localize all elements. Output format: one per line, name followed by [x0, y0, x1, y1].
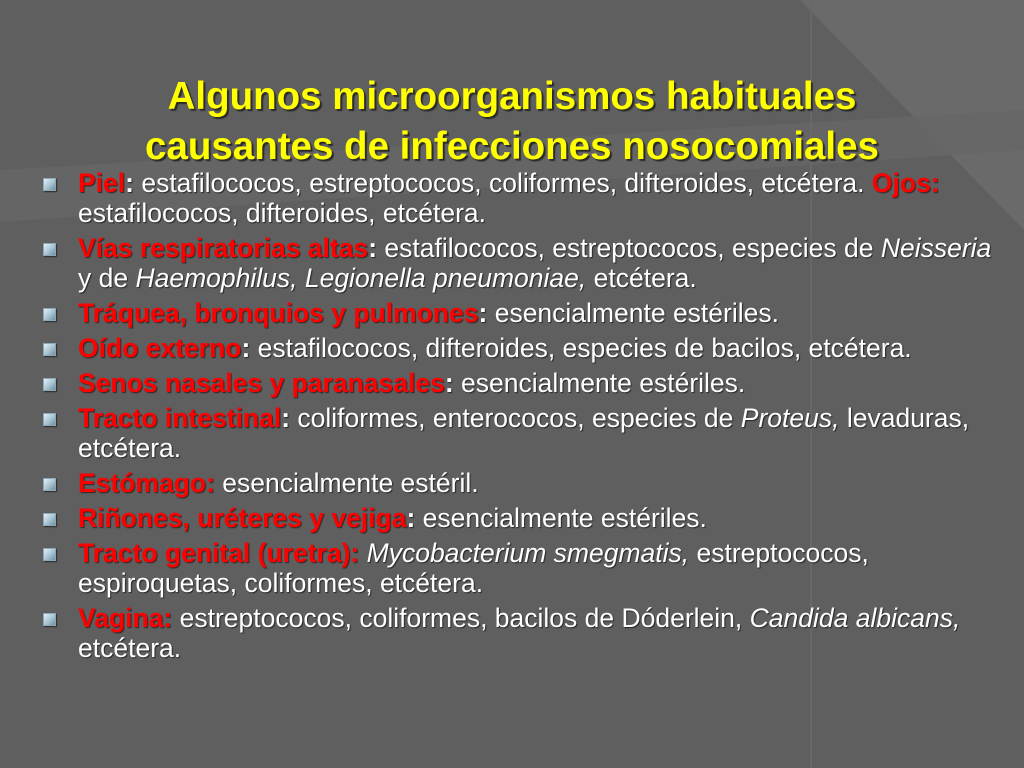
slide-title: [30, 72, 994, 172]
bullet-text-end: levaduras, etcétera.: [78, 403, 970, 463]
bullet-item-tracto-intestinal: [40, 403, 1000, 463]
bullet-item-vias-respiratorias: [40, 233, 1000, 293]
bullet-italic-term: Haemophilus, Legionella pneumoniae,: [135, 263, 587, 293]
square-bullet-icon: [43, 413, 56, 426]
bullet-item-tracto-genital: [40, 538, 1000, 598]
bullet-italic-term: Proteus,: [740, 403, 840, 433]
square-bullet-icon: [43, 478, 56, 491]
slide-title-line-1: Algunos microorganismos habituales: [167, 74, 857, 118]
bullet-separator: :: [125, 168, 134, 198]
bullet-separator: :: [241, 333, 251, 363]
bullet-text: estafilococos, difteroides, especies de bacilos, etcétera.: [250, 333, 912, 363]
square-bullet-icon: [43, 308, 56, 321]
bullet-label: Tracto genital (uretra):: [78, 538, 360, 568]
bullet-text: esencialmente estériles.: [415, 503, 707, 533]
bullet-separator: :: [368, 233, 378, 263]
bullet-separator: :: [478, 298, 488, 328]
bullet-text-end: estreptococos, espiroquetas, coliformes, etcétera.: [78, 538, 869, 598]
bullet-item-senos-nasales: [40, 368, 1000, 398]
bullet-text: coliformes, enterococos, especies de: [290, 403, 741, 433]
bullet-text: estafilococos, estreptococos, coliformes, difteroides, etcétera.: [133, 168, 872, 198]
square-bullet-icon: [43, 243, 56, 256]
bullet-text: esencialmente estériles.: [453, 368, 746, 398]
bullet-item-rinones: [40, 503, 1000, 533]
bullet-italic-term: Mycobacterium smegmatis,: [366, 538, 690, 568]
bullet-text-end: etcétera.: [78, 633, 182, 663]
bullet-text: estafilococos, estreptococos, especies de: [377, 233, 881, 263]
bullet-item-piel: [40, 168, 1000, 228]
square-bullet-icon: [43, 513, 56, 526]
bullet-label: Vías respiratorias altas: [78, 233, 369, 263]
bullet-label: Tracto intestinal: [78, 403, 282, 433]
bullet-text: [359, 538, 366, 568]
slide-title-line-2: causantes de infecciones nosocomiales: [145, 124, 879, 168]
bullet-label: Vagina:: [78, 603, 173, 633]
bullet-label: Estómago:: [78, 468, 215, 498]
bullet-list: [40, 168, 1000, 668]
bullet-item-traquea: [40, 298, 1000, 328]
bullet-label-secondary: Ojos:: [871, 168, 940, 198]
bullet-label: Piel: [78, 168, 126, 198]
bullet-text-middle: y de: [78, 263, 136, 293]
bullet-label: Senos nasales y paranasales: [78, 368, 445, 398]
bullet-text-end: etcétera.: [586, 263, 697, 293]
bullet-item-vagina: [40, 603, 1000, 663]
bullet-italic-term: Candida albicans,: [749, 603, 961, 633]
bullet-label: Riñones, uréteres y vejiga: [78, 503, 407, 533]
bullet-text: esencialmente estéril.: [214, 468, 479, 498]
square-bullet-icon: [43, 178, 56, 191]
bullet-text-secondary: estafilococos, difteroides, etcétera.: [78, 198, 487, 228]
bullet-item-oido-externo: [40, 333, 1000, 363]
bullet-label: Tráquea, bronquios y pulmones: [78, 298, 479, 328]
bullet-text: esencialmente estériles.: [487, 298, 779, 328]
bullet-text: estreptococos, coliformes, bacilos de Dóderlein,: [172, 603, 750, 633]
bullet-item-estomago: [40, 468, 1000, 498]
square-bullet-icon: [43, 378, 56, 391]
square-bullet-icon: [43, 548, 56, 561]
bullet-italic-term: Neisseria: [880, 233, 992, 263]
square-bullet-icon: [43, 613, 56, 626]
square-bullet-icon: [43, 343, 56, 356]
bullet-separator: :: [281, 403, 291, 433]
bullet-label: Oído externo: [78, 333, 242, 363]
bullet-separator: :: [444, 368, 454, 398]
bullet-separator: :: [406, 503, 416, 533]
